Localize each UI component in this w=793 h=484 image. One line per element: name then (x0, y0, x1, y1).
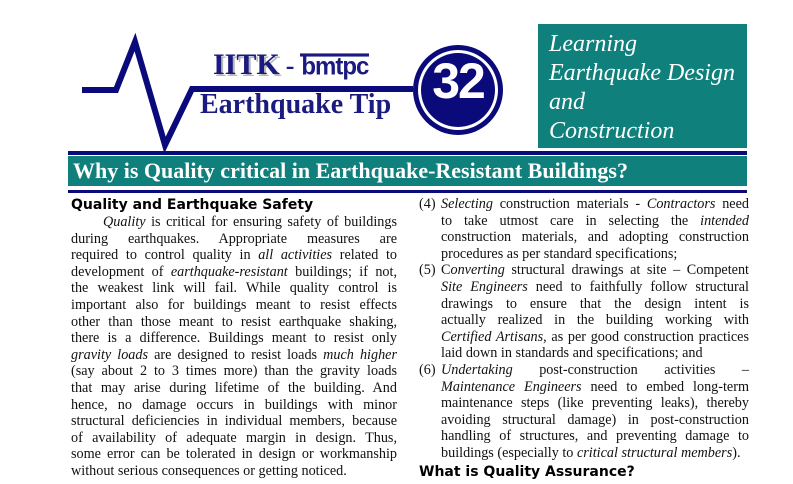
page-title: Why is Quality critical in Earthquake-Resistant Buildings? (68, 156, 747, 186)
org-primary: IITK (213, 48, 280, 81)
body-paragraph (71, 214, 397, 480)
text-line: actually realized in the building working with (441, 312, 749, 329)
text-line: without serious consequences or getting noticed. (71, 462, 347, 479)
text-line: other than those meant to resist earthquake shaking, (71, 313, 397, 330)
text-line: there is a difference. Buildings meant to resist only (71, 330, 397, 347)
text-line: required to control quality in all activities related to (71, 247, 397, 264)
text-line: that may arise during lifetime of the building. And (71, 379, 397, 396)
text-line: (say about 2 to 3 times more) than the gravity loads (71, 363, 397, 380)
title-rule (68, 190, 747, 193)
text-line: buildings (especially to critical structural members). (441, 444, 741, 461)
text-line: Maintenance Engineers need to embed long-term (441, 378, 749, 395)
text-line: of availability of adequate margin in design. Thus, (71, 429, 397, 446)
text-line: laid down in standards and specifications; and (441, 345, 703, 362)
text-line: hence, no damage occurs in buildings with minor (71, 396, 397, 413)
text-line: development of earthquake-resistant buildings; if not, (71, 263, 397, 280)
text-line: during earthquakes. Appropriate measures are (71, 230, 397, 247)
text-line: Undertaking post-construction activities – (441, 361, 749, 378)
text-line: handling of structures, and preventing damage to (441, 428, 749, 445)
text-line: construction materials, and adopting construction (441, 229, 749, 246)
text-line: some error can be tolerated in design or workmanship (71, 446, 397, 463)
tagline-line: Earthquake Design (549, 60, 735, 86)
section-heading: Quality and Earthquake Safety (71, 197, 314, 213)
text-line: important also for buildings meant to resist effects (71, 296, 397, 313)
list-item (419, 196, 749, 262)
list-item (419, 362, 749, 462)
list-item-number: (5) (419, 262, 436, 279)
header-rule (68, 151, 747, 155)
tip-number: 32 (432, 53, 484, 109)
section-heading: What is Quality Assurance? (419, 463, 635, 480)
text-line: Certified Artisans, as per good construction practices (441, 328, 749, 345)
text-line: Quality is critical for ensuring safety of buildings (103, 214, 397, 230)
list-item-number: (4) (419, 196, 436, 212)
logo-org-text (213, 48, 369, 82)
left-column (71, 197, 397, 480)
text-line: structural deficiencies in individual members, because (71, 413, 397, 430)
text-line: maintenance steps (like preventing leaks), thereby (441, 395, 749, 412)
org-separator: - (285, 51, 295, 80)
tagline-box (538, 24, 747, 148)
list-item (419, 262, 749, 362)
text-line: to take utmost care in selecting the intended (441, 212, 749, 229)
numbered-list (419, 196, 749, 462)
text-line: Selecting construction materials - Contractors need (441, 196, 749, 212)
right-column (419, 196, 749, 481)
org-secondary: bmtpc (301, 52, 369, 81)
text-line: procedures as per standard specifications; (441, 245, 678, 262)
text-line: avoiding structural damage) in post-construction (441, 411, 749, 428)
tagline-line: Construction (549, 118, 675, 144)
text-line: Site Engineers need to faithfully follow structural (441, 278, 749, 295)
tagline-line: Learning (549, 31, 638, 57)
text-line: the weakest link will fail. While quality control is (71, 280, 397, 297)
list-item-number: (6) (419, 361, 436, 378)
series-name: Earthquake Tip (200, 89, 392, 120)
text-line: drawings to ensure that the design intent is (441, 295, 749, 312)
text-line: gravity loads are designed to resist loads much higher (71, 346, 398, 363)
text-line: Converting structural drawings at site – Competent (441, 262, 749, 279)
tagline-line: and (549, 89, 585, 115)
